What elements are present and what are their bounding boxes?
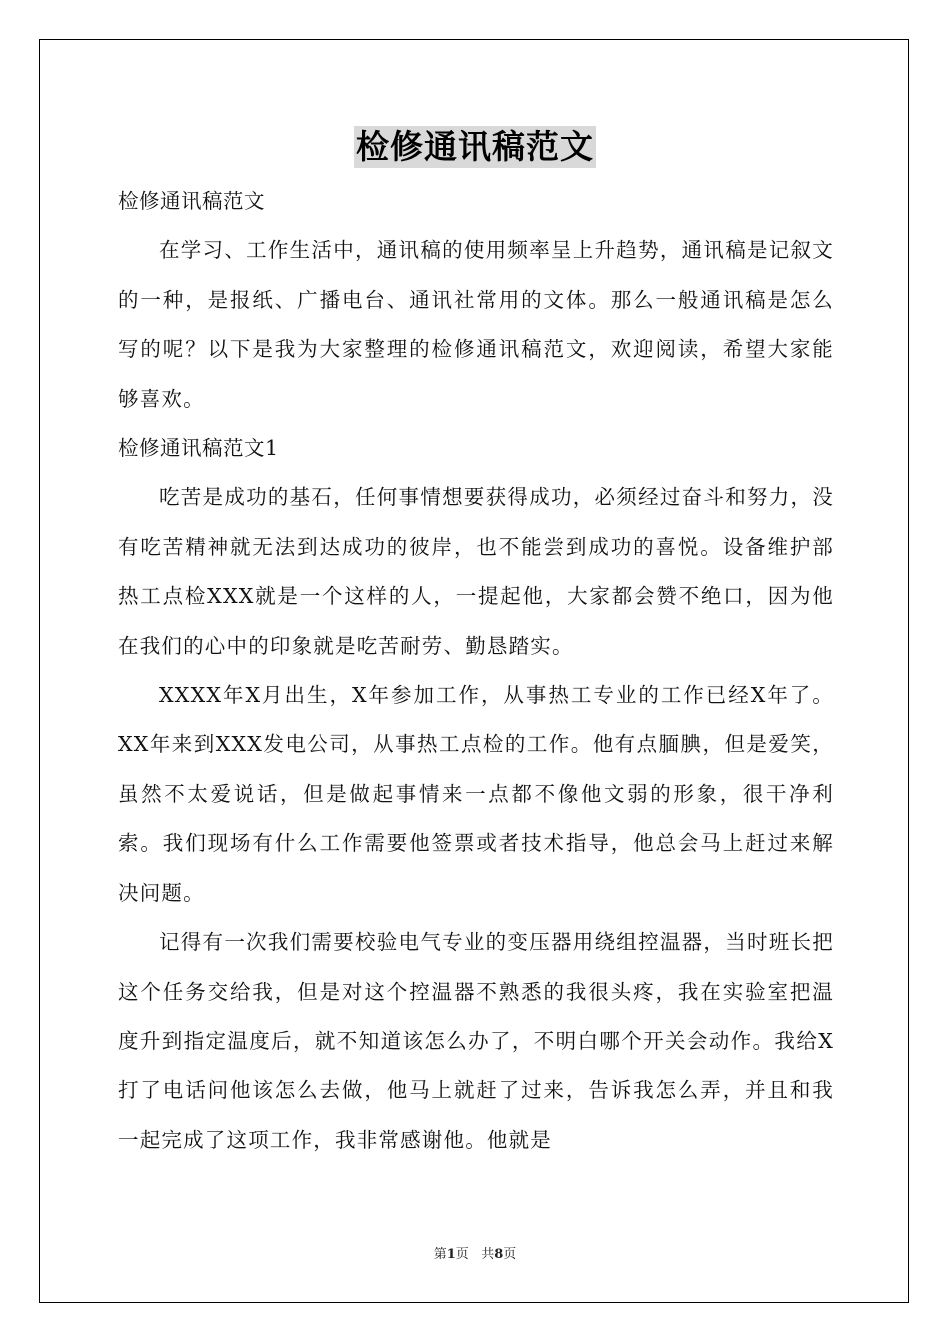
total-pages: 8 [494, 1247, 504, 1262]
document-title-wrapper [0, 126, 950, 170]
body-paragraph: 吃苦是成功的基石，任何事情想要获得成功，必须经过奋斗和努力，没有吃苦精神就无法到达成功的彼岸，也不能尝到成功的喜悦。设备维护部热工点检XXX就是一个这样的人，一提起他，大家都会赞不绝口，因为他在我们的心中的印象就是吃苦耐劳、勤恳踏实。 [118, 485, 834, 658]
page-prefix: 第 [433, 1247, 447, 1262]
document-body [118, 177, 834, 1165]
body-paragraph: 在学习、工作生活中，通讯稿的使用频率呈上升趋势，通讯稿是记叙文的一种，是报纸、广播电台、通讯社常用的文体。那么一般通讯稿是怎么写的呢？以下是我为大家整理的检修通讯稿范文，欢迎阅读，希望大家能够喜欢。 [118, 238, 834, 411]
body-paragraph: 记得有一次我们需要校验电气专业的变压器用绕组控温器，当时班长把这个任务交给我，但是对这个控温器不熟悉的我很头疼，我在实验室把温度升到指定温度后，就不知道该怎么办了，不明白哪个开关会动作。我给X打了电话问他该怎么去做，他马上就赶了过来，告诉我怎么弄，并且和我一起完成了这项工作，我非常感谢他。他就是 [118, 930, 834, 1152]
document-title: 检修通讯稿范文 [356, 127, 594, 166]
section-heading: 检修通讯稿范文1 [118, 436, 279, 461]
page-current: 1 [446, 1247, 456, 1262]
page-footer [0, 1246, 950, 1264]
total-unit: 页 [503, 1247, 517, 1262]
body-paragraph: XXXX年X月出生，X年参加工作，从事热工专业的工作已经X年了。XX年来到XXX发电公司，从事热工点检的工作。他有点腼腆，但是爱笑，虽然不太爱说话，但是做起事情来一点都不像他文弱的形象，很干净利索。我们现场有什么工作需要他签票或者技术指导，他总会马上赶过来解决问题。 [118, 683, 834, 905]
total-prefix: 共 [481, 1247, 495, 1262]
page-unit: 页 [455, 1247, 469, 1262]
section-heading: 检修通讯稿范文 [118, 189, 265, 213]
